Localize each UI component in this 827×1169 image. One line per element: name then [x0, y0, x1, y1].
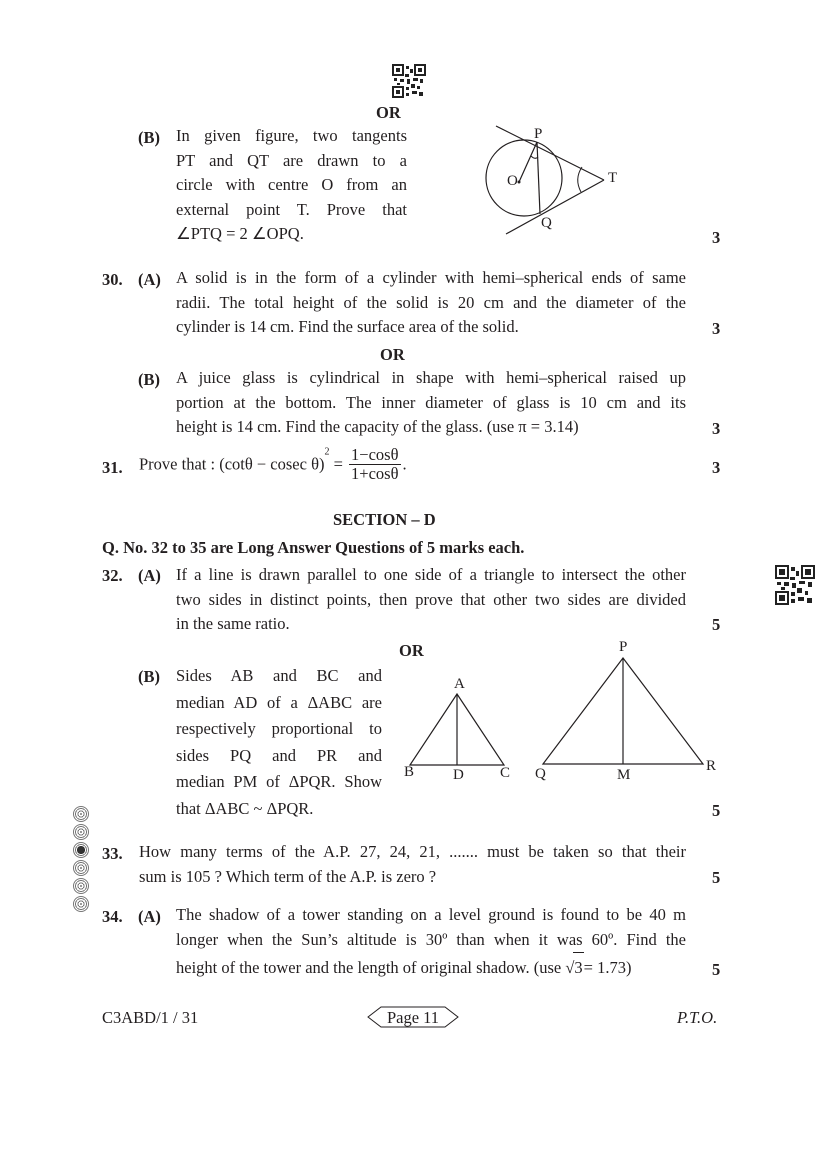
q33-marks: 5 [712, 868, 721, 887]
label-R: R [706, 758, 717, 774]
label-A: A [454, 676, 465, 692]
q30b-label: (B) [138, 370, 160, 389]
q32a-label: (A) [138, 566, 161, 585]
label-O: O [507, 173, 518, 189]
q32a-text: If a line is drawn parallel to one side of a triangle to intersect the other two sides in distinct points, then prove that other two sides are divided in the same ratio. [176, 565, 686, 633]
q31-equation: Prove that : (cotθ − cosec θ)$^2$ = $\frac{1-\cos\theta}{1+\cos\theta}$ . [139, 445, 407, 483]
section-title: SECTION – D [333, 510, 436, 529]
spiral-icon [73, 878, 89, 894]
qr-code-side [775, 565, 815, 605]
q32b-marks: 5 [712, 801, 721, 820]
q30b-marks: 3 [712, 419, 721, 438]
label-P: P [534, 126, 543, 142]
q32b-label: (B) [138, 667, 160, 686]
q31-number: 31. [102, 458, 123, 477]
or-separator-32: OR [399, 641, 424, 660]
figure-triangle-abc [400, 672, 530, 787]
q30a-marks: 3 [712, 319, 721, 338]
label-C: C [500, 765, 511, 781]
q33-number: 33. [102, 844, 123, 863]
pto-label: P.T.O. [677, 1008, 718, 1027]
paper-code: C3ABD/1 / 31 [102, 1008, 199, 1027]
q32b-text: Sides AB and BC and median AD of a ΔABC are respectively proportional to sides PQ and PR and median PM of ΔPQR. Show that ΔABC ~ ΔPQR. [176, 666, 382, 818]
q33-text: How many terms of the A.P. 27, 24, 21, ....... must be taken so that their sum is 105 ? Which term of the A.P. is zero ? [139, 842, 686, 886]
q30b-text: A juice glass is cylindrical in shape with hemi–spherical raised up portion at the bottom. The inner diameter of glass is 10 cm and its height is 14 cm. Find the capacity of the glass. (use π = 3.14) [176, 368, 686, 436]
or-separator-30: OR [380, 345, 405, 364]
label-Q: Q [541, 215, 552, 231]
spiral-icon [73, 806, 89, 822]
label-T: T [608, 170, 618, 186]
label-D: D [453, 767, 464, 783]
q30a-text: A solid is in the form of a cylinder with hemi–spherical ends of same radii. The total height of the solid is 20 cm and the diameter of the cylinder is 14 cm. Find the surface area of the solid. [176, 268, 686, 336]
q29b-marks: 3 [712, 228, 721, 247]
fraction: $\frac{1-\cos\theta}{1+\cos\theta}$ [351, 445, 399, 483]
spiral-icon [73, 860, 89, 876]
binding-spirals [73, 806, 93, 914]
or-separator-29: OR [376, 103, 401, 122]
spiral-icon [73, 824, 89, 840]
spiral-icon [73, 896, 89, 912]
q30a-label: (A) [138, 270, 161, 289]
q30-number: 30. [102, 270, 123, 289]
q31-marks: 3 [712, 458, 721, 477]
spiral-icon [73, 842, 89, 858]
label-B: B [404, 764, 415, 780]
figure-circle-tangents [478, 122, 628, 242]
q34-number: 34. [102, 907, 123, 926]
q32-number: 32. [102, 566, 123, 585]
q32a-marks: 5 [712, 615, 721, 634]
q29b-text: In given figure, two tangents PT and QT are drawn to a circle with centre O from an external point T. Prove that ∠PTQ = 2 ∠OPQ. [176, 126, 407, 243]
label-Q2: Q [535, 766, 546, 782]
sqrt-symbol: √ [565, 958, 575, 977]
q34a-label: (A) [138, 907, 161, 926]
page-number-badge: Page 11 [367, 1005, 459, 1029]
q34a-text: The shadow of a tower standing on a level ground is found to be 40 m longer when the Sun’s altitude is 30º than when it was 60º. Find the height of the tower and the length of original shadow. (use √3= 1.73) [176, 903, 686, 983]
section-instruction: Q. No. 32 to 35 are Long Answer Questions of 5 marks each. [102, 538, 525, 557]
q34a-marks: 5 [712, 960, 721, 979]
qr-code-top [392, 64, 426, 98]
label-P2: P [619, 639, 628, 655]
figure-triangle-pqr [530, 636, 730, 786]
label-M: M [617, 767, 631, 783]
q29b-label: (B) [138, 128, 160, 147]
